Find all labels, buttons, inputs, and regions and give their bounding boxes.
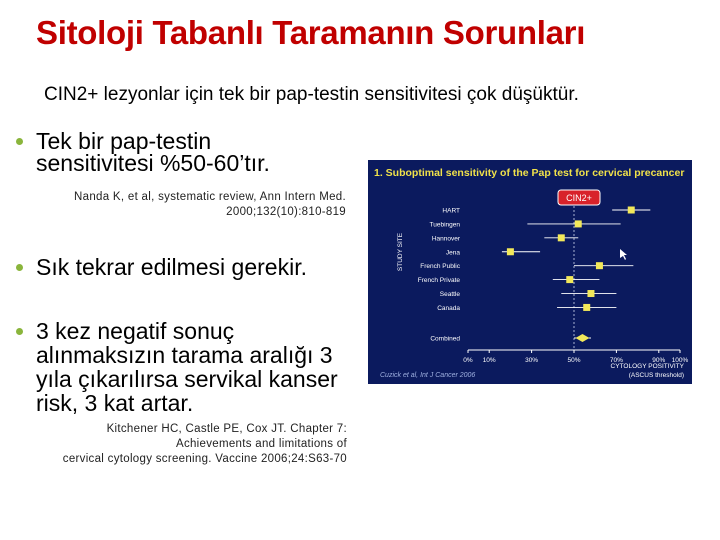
chart-source: Cuzick et al, Int J Cancer 2006 (380, 372, 476, 379)
site-label: Tuebingen (429, 221, 460, 229)
bullet-line: 3 kez negatif sonuç (36, 318, 235, 344)
point-estimate-marker (596, 262, 603, 269)
x-tick-label: 100% (671, 357, 689, 364)
point-estimate-marker (507, 248, 514, 255)
x-tick-label: 10% (482, 357, 496, 364)
x-tick-label: 70% (609, 357, 623, 364)
x-tick-label: 90% (652, 357, 666, 364)
bullet-line: Sık tekrar edilmesi gerekir. (36, 254, 307, 280)
site-label: French Private (417, 277, 460, 285)
bullet-line: risk, 3 kat artar. (36, 390, 194, 416)
y-axis-label: STUDY SITE (397, 232, 404, 272)
reference-line: Achievements and limitations of (175, 438, 347, 450)
forest-plot-chart (368, 160, 692, 384)
point-estimate-marker (628, 207, 635, 214)
point-estimate-marker (575, 220, 582, 227)
bullet-repeat (16, 256, 346, 280)
reference-line: Kitchener HC, Castle PE, Cox JT. Chapter 7: (106, 423, 347, 435)
point-estimate-marker (587, 290, 594, 297)
reference-nanda (74, 190, 346, 220)
reference-line: 2000;132(10):810-819 (226, 206, 346, 218)
combined-estimate-marker (575, 334, 589, 342)
reference-kitchener (63, 422, 347, 467)
bullet-dot (16, 328, 23, 335)
reference-line: cervical cytology screening. Vaccine 2006;24:S63-70 (62, 453, 347, 465)
reference-line: Nanda K, et al, systematic review, Ann Intern Med. (74, 191, 346, 203)
site-label: HART (442, 207, 460, 215)
x-tick-label: 30% (525, 357, 539, 364)
plot-area (418, 202, 689, 364)
point-estimate-marker (583, 304, 590, 311)
x-tick-label: 50% (567, 357, 581, 364)
forest-plot-svg (368, 160, 692, 384)
bullet-sensitivity (16, 130, 346, 176)
site-label: Canada (437, 304, 460, 312)
subtitle: CIN2+ lezyonlar için tek bir pap-testin sensitivitesi çok düşüktür. (44, 84, 579, 105)
site-label: French Public (420, 263, 460, 271)
site-label: Combined (430, 335, 460, 343)
x-tick-label: 0% (463, 357, 473, 364)
chart-title: 1. Suboptimal sensitivity of the Pap test for cervical precancer (374, 167, 685, 179)
bullet-interval (16, 318, 346, 416)
site-label: Hannover (431, 235, 460, 243)
bullet-line: yıla çıkarılırsa servikal kanser (36, 366, 338, 392)
point-estimate-marker (566, 276, 573, 283)
x-axis-label-threshold: (ASCUS threshold) (628, 372, 684, 379)
cursor-icon (620, 249, 627, 260)
bullet-line: sensitivitesi %50-60’tır. (36, 150, 270, 176)
bullet-line: alınmaksızın tarama aralığı 3 (36, 342, 333, 368)
bullet-dot (16, 138, 23, 145)
x-axis-label: CYTOLOGY POSITIVITY (610, 363, 684, 370)
bullet-line: Tek bir pap-testin (36, 128, 212, 154)
bullet-dot (16, 264, 23, 271)
point-estimate-marker (558, 234, 565, 241)
cin2-badge: CIN2+ (566, 193, 592, 203)
site-label: Seattle (439, 291, 460, 299)
page-title: Sitoloji Tabanlı Taramanın Sorunları (36, 14, 586, 51)
site-label: Jena (445, 249, 460, 257)
